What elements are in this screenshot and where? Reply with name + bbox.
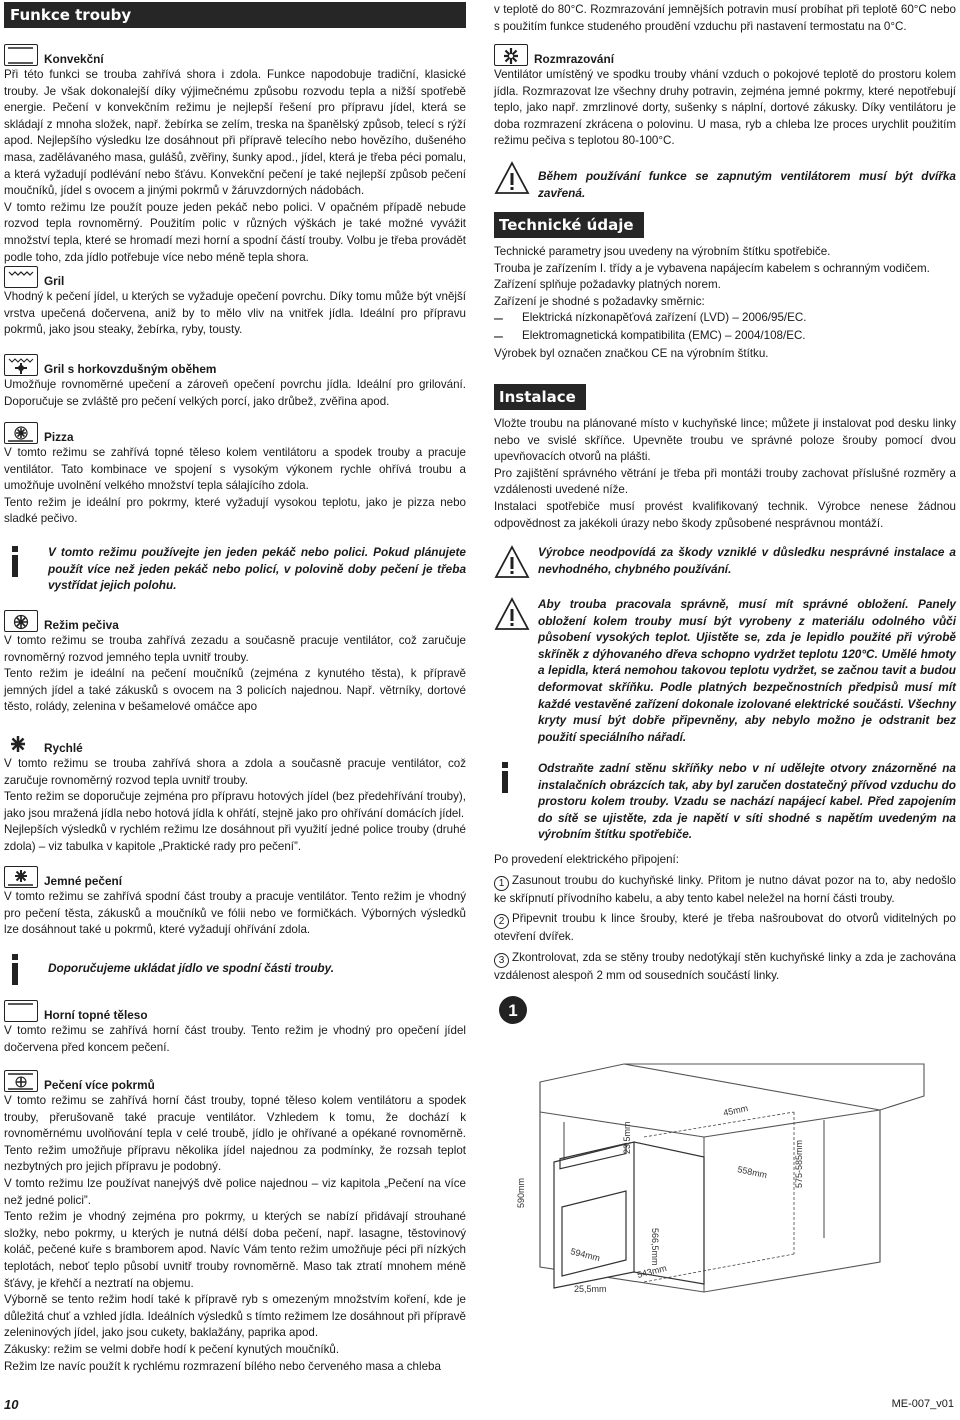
konvekcni-text2: V tomto režimu lze použít pouze jeden pekáč nebo polici. V opačném případě nebude rozvod tepla rovnoměrný. Použitím polic v různých výškách je také možné vyvážit množství tepla, které se hromadí mezi horní a spodní částí trouby. Volbu je třeba provádět podle toho, zda jídlo potřebuje více nebo méně tepla shora. <box>4 200 466 264</box>
warning-1-text: Během používání funkce se zapnutým ventilátorem musí být dvířka zavřená. <box>538 169 956 200</box>
info-note-3 <box>494 760 956 843</box>
gentle-baking-icon <box>4 866 38 888</box>
info-icon <box>494 760 530 798</box>
info-icon <box>4 952 40 990</box>
step-2: 2 Připevnit troubu k lince šrouby, které je třeba našroubovat do otvorů viditelných po otevření dvířek. <box>494 912 956 944</box>
dim-594: 594mm <box>569 1246 602 1264</box>
rozm-title: Rozmrazování <box>534 52 614 66</box>
tech-dash-1: – Elektrická nízkonapěťová zařízení (LVD) – 2006/95/EC. <box>494 310 807 328</box>
dim-23-5: 23,5mm <box>622 1121 632 1154</box>
gril-title: Gril <box>44 274 65 288</box>
defrost-icon <box>494 44 528 66</box>
step-1: 1 Zasunout troubu do kuchyňské linky. Přitom je nutno dávat pozor na to, aby nedošlo ke skřípnutí přívodního kabelu, a aby tento kabel neležel na horní části trouby. <box>494 873 956 905</box>
rychle-text: V tomto režimu se trouba zahřívá shora a zdola a současně pracuje ventilátor, což zaručuje rovnoměrný rozvod tepla uvnitř trouby. <box>4 757 466 787</box>
konvekcni-text: Při této funkci se trouba zahřívá shora i zdola. Funkce napodobuje tradiční, klasické trouby. Je však dokonalejší díky výjimečnému způsobu rozvodu tepla a nižší spotřebě energie. Pečení v konvekčním režimu je nejlepší řešení pro přípravu jídel, která se skládají z mnoha složek, např. žebírka se zelím, treska na španělský způsob, telecí s rýží apod. Nejlepšího výsledku lze dosáhnout při přípravě telecího nebo hovězího, dušeného masa, zadělávaného masa, gulášů, zvěřiny, šunky apod., jídel, která je třeba péci pomalu, a která vyžadují podlévání nebo šťávu. Konvekční pečení je také nejlepší způsob pečení moučníků, jídel s ovocem a jinými pokrmů v žáruvzdorných nádobách. <box>4 68 466 198</box>
section-pizza <box>4 422 466 528</box>
tech-p4: Zařízení je shodné s požadavky směrnic: <box>494 294 705 308</box>
inst-p3: Instalaci spotřebiče musí provést kvalifikovaný technik. Výrobce nenese žádnou odpovědnost za jakékoli úrazy nebo škody způsobené nesprávnou montáží. <box>494 499 956 530</box>
pizza-text: V tomto režimu se zahřívá topné těleso kolem ventilátoru a spodek trouby a pracuje ventilátor. Tato kombinace ve spojení s vysokým výkonem rychle ohřívá troubu a umožňuje uvolnění velkého množství tepla sálajícího zdola. <box>4 446 466 493</box>
section-vice-pokrmu <box>4 1070 466 1375</box>
top-heater-icon <box>4 1000 38 1022</box>
horni-text: V tomto režimu se zahřívá horní část trouby. Tento režim je vhodný pro opečení jídel dočervena před koncem pečení. <box>4 1024 466 1054</box>
vice-text2: V tomto režimu lze používat nanejvýš dvě police najednou – viz kapitola „Pečení na více než jedné polici”. <box>4 1176 466 1207</box>
info-note-2-text: Doporučujeme ukládat jídlo ve spodní části trouby. <box>48 961 335 975</box>
vice-text6: Režim lze navíc použít k rychlému rozmrazení bílého nebo červeného masa a chleba <box>4 1359 441 1373</box>
info-note-1 <box>4 544 466 594</box>
grilhork-text: Umožňuje rovnoměrné upečení a zároveň opečení povrchu jídla. Ideální pro grilování. Doporučuje se zvláště pro pečení velkých porcí, jako drůbež, zvěřina apod. <box>4 378 466 408</box>
vice-text5: Zákusky: režim se velmi dobře hodí k pečení kynutých moučníků. <box>4 1342 340 1356</box>
section-instalace <box>494 384 956 532</box>
konvekcni-title: Konvekční <box>44 52 104 66</box>
pizza-text2: Tento režim je ideální pro pokrmy, které vyžadují vysokou teplotu, jako je pizza nebo sladké pečivo. <box>4 495 466 526</box>
grilhork-title: Gril s horkovzdušným oběhem <box>44 362 217 376</box>
rezim-text2: Tento režim je ideální na pečení moučníků (zejména z kynutého těsta), k přípravě jemných jídel a také zákusků s ovocem na 3 policích najednou. Např. větrníky, dortové těsto, rolády, zelenina v bešamelové omáčce apo <box>4 667 466 714</box>
info-note-2 <box>4 952 466 990</box>
gril-text: Vhodný k pečení jídel, u kterých se vyžaduje opečení povrchu. Díky tomu může být vnější vrstva upečená dočervena, aniž by to mělo vliv na vnitřek jídla. Ideální pro přípravu pokrmů, jako jsou steaky, žebírka, ryby, tousty. <box>4 290 466 337</box>
figure-number: 1 <box>508 1001 518 1020</box>
jemne-title: Jemné pečení <box>44 874 123 888</box>
vice-text4: Výborně se tento režim hodí také k přípravě ryb s omezeným množstvím koření, kde je důležitá chuť a vzhled jídla. Ideálních výsledků s tímto režimem lze dosáhnout při přípravě zeleninových jídel, jako jsou cukety, baklažány, paprika apod. <box>4 1293 466 1340</box>
rezim-text: V tomto režimu se trouba zahřívá zezadu a současně pracuje ventilátor, což zaručuje rovnoměrný rozvod jemného tepla uvnitř trouby. <box>4 634 466 664</box>
info-icon <box>4 544 40 582</box>
vice-text: V tomto režimu se zahřívá horní část trouby, topné těleso kolem ventilátoru a spodek trouby, přerušovaně také pracuje ventilátor. Vzhledem k tomu, že dochází k rovnoměrnému uvolňování tepla v celé troubě, jídlo je ohřívané a opékané rovnoměrně. Tento režim umožňuje přípravu několika jídel najednou za podmínky, že rozsah teplot nezbytných pro jejich přípravu je podobný. <box>4 1094 466 1174</box>
dim-566-5: 566,5mm <box>650 1228 660 1266</box>
horni-title: Horní topné těleso <box>44 1008 148 1022</box>
oven-drawing <box>554 1142 704 1288</box>
dim-590: 590mm <box>516 1177 526 1208</box>
dim-558: 558mm <box>736 1164 769 1181</box>
after-connection-text: Po provedení elektrického připojení: <box>494 853 679 866</box>
section-gril-hork <box>4 354 466 410</box>
page-number: 10 <box>4 1397 19 1412</box>
section-steps <box>494 852 956 984</box>
document-code: ME-007_v01 <box>891 1398 954 1410</box>
warning-1 <box>494 160 956 201</box>
inst-p2: Pro zajištění správného větrání je třeba při montáži trouby zachovat příslušné rozměry a vzdálenosti uvedené níže. <box>494 466 956 497</box>
tech-dash-2: – Elektromagnetická kompatibilita (EMC) – 2004/108/EC. <box>494 328 806 346</box>
warning-2 <box>494 544 956 582</box>
fast-mode-icon <box>4 733 38 755</box>
section-rozmrazovani <box>494 44 956 150</box>
continued-text <box>494 2 956 35</box>
tech-p1: Technické parametry jsou uvedeny na výrobním štítku spotřebiče. <box>494 245 831 258</box>
step-3: 3 Zkontrolovat, zda se stěny trouby nedotýkají stěn kuchyňské linky a zda je zachována vzdálenost alespoň 2 mm od sousedních součástí linky. <box>494 950 956 982</box>
section-gril <box>4 266 466 339</box>
conventional-mode-icon <box>4 44 38 66</box>
info-note-1-text: V tomto režimu používejte jen jeden pekáč nebo polici. Pokud plánujete použít více než jeden pekáč nebo policí, v polovině doby pečení je třeba vystřídat jejich polohu. <box>48 545 466 593</box>
section-header-funkce: Funkce trouby <box>4 2 466 28</box>
warning-icon <box>494 160 530 198</box>
section-rychle <box>4 733 466 856</box>
warning-icon <box>494 596 530 634</box>
grill-icon <box>4 266 38 288</box>
rozm-text: Ventilátor umístěný ve spodku trouby vhání vzduch o pokojové teplotě do prostoru kolem jídla. Rozmrazovat lze všechny druhy potravin, zejména jemné pokrmy, které nepotřebují teplo, jako např. zmrzlinové dorty, sušenky s náplní, dortové zákusky. Díky ventilátoru je doba rozmrazení zkrácena o polovinu. U masa, ryb a chleba lze proces urychlit použitím režimu pečiva s teplotou 80-100°C. <box>494 68 956 148</box>
section-technicke <box>494 212 956 363</box>
section-horni <box>4 1000 466 1056</box>
dim-45: 45mm <box>722 1102 749 1118</box>
step-3-number: 3 <box>494 953 509 968</box>
tech-p3: Zařízení splňuje požadavky platných norem. <box>494 278 721 292</box>
section-jemne <box>4 866 466 939</box>
inst-p1: Vložte troubu na plánované místo v kuchyňské lince; můžete ji instalovat pod desku linky nebo ve svislé skříňce. Upevněte troubu ve správné poloze šrouby pomocí dvou upevňovacích otvorů na plášti. <box>494 417 956 464</box>
warning-2-text: Výrobce neodpovídá za škody vzniklé v důsledku nesprávné instalace a nevhodného, chybného používání. <box>538 545 956 576</box>
installation-figure <box>494 992 956 1312</box>
section-konvekcni <box>4 44 466 266</box>
warning-icon <box>494 544 530 582</box>
warning-3 <box>494 596 956 745</box>
jemne-text: V tomto režimu se zahřívá spodní část trouby a pracuje ventilátor. Tento režim je vhodný pro pečení těsta, zákusků a moučníků ve fólii nebo ve formičkách. Výborných výsledků lze dosáhnout také u pokrmů, které vyžadují ohřívání zdola. <box>4 890 466 937</box>
rezim-title: Režim pečiva <box>44 618 119 632</box>
step-1-number: 1 <box>494 876 509 891</box>
fan-grill-icon <box>4 354 38 376</box>
vice-text3: Tento režim je vhodný zejména pro pokrmy, u kterých se nabízí přidávají strouhané složky, nebo pokrmy, u kterých je nutná délší doba pečení, např. lasagne, těstovinový koláč, pečené kuře s bramborem apod. Navíc Vám tento režim umožňuje péci při nízkých teplotách, neboť teplo působí uvnitř trouby rovnoměrně. Maso tak ztratí mnohem méně šťávy, je křehčí a neztratí na objemu. <box>4 1210 466 1290</box>
section-header-technicke: Technické údaje <box>494 212 644 238</box>
rychle-text3: Nejlepších výsledků v rychlém režimu lze dosáhnout při využití jedné police trouby (druhé zdola) – viz tabulka v kapitole „Praktické rady pro pečení”. <box>4 823 466 853</box>
tech-p5: Výrobek byl označen značkou CE na výrobním štítku. <box>494 347 769 361</box>
pastry-mode-icon <box>4 610 38 632</box>
dim-543: 543mm <box>636 1262 668 1280</box>
multi-dish-icon <box>4 1070 38 1092</box>
section-rezim-peciva <box>4 610 466 716</box>
dimension-lines <box>644 1112 794 1282</box>
pizza-mode-icon <box>4 422 38 444</box>
warning-3-text: Aby trouba pracovala správně, musí mít správné obložení. Panely obložení kolem trouby musí být vyrobeny z materiálu odolného vůči působení vysokých teplot. Ujistěte se, zda je lepidlo použité při výrobě skříněk z dýhovaného dřeva schopno vydržet teplotu 120°C. Umělé hmoty a lepidla, která nemohou takovou teplotu vydržet, se začnou tavit a budou deformovat skříňku. Podle platných bezpečnostních předpisů musí mít každé vestavěné zařízení dokonale izolované elektrické součásti. Všechny kryty musí být dobře připevněny, aby nebylo možno je odstranit bez použití speciálního nářadí. <box>538 597 956 744</box>
section-header-instalace: Instalace <box>494 384 586 410</box>
continued-paragraph: v teplotě do 80°C. Rozmrazování jemnějších potravin musí probíhat při teplotě 60°C nebo s použitím funkce studeného proudění vzduchu při nastavení termostatu na 0°C. <box>494 3 956 33</box>
rychle-text2: Tento režim se doporučuje zejména pro přípravu hotových jídel (bez předehřívání trouby), jako jsou mražená jídla nebo hotová jídla k ohřátí, stejně jako pro ohřívání domácích jídel. <box>4 790 466 820</box>
vice-title: Pečení více pokrmů <box>44 1078 155 1092</box>
dim-25-5: 25,5mm <box>574 1284 607 1294</box>
dim-575-585: 575-585mm <box>794 1139 804 1188</box>
rychle-title: Rychlé <box>44 741 83 755</box>
pizza-title: Pizza <box>44 430 74 444</box>
info-note-3-text: Odstraňte zadní stěnu skříňky nebo v ní udělejte otvory znázorněné na instalačních obrázcích tak, aby byl zaručen dostatečný přívod vzduchu do prostoru kolem trouby. Vzadu se nachází napájecí kabel. Před zapojením do sítě se ujistěte, zda je napětí v síti shodné s napětím uvedeným na výrobním štítku spotřebiče. <box>538 761 956 842</box>
tech-p2: Trouba je zařízením I. třídy a je vybavena napájecím kabelem s ochranným vodičem. <box>494 261 930 275</box>
step-2-number: 2 <box>494 914 509 929</box>
